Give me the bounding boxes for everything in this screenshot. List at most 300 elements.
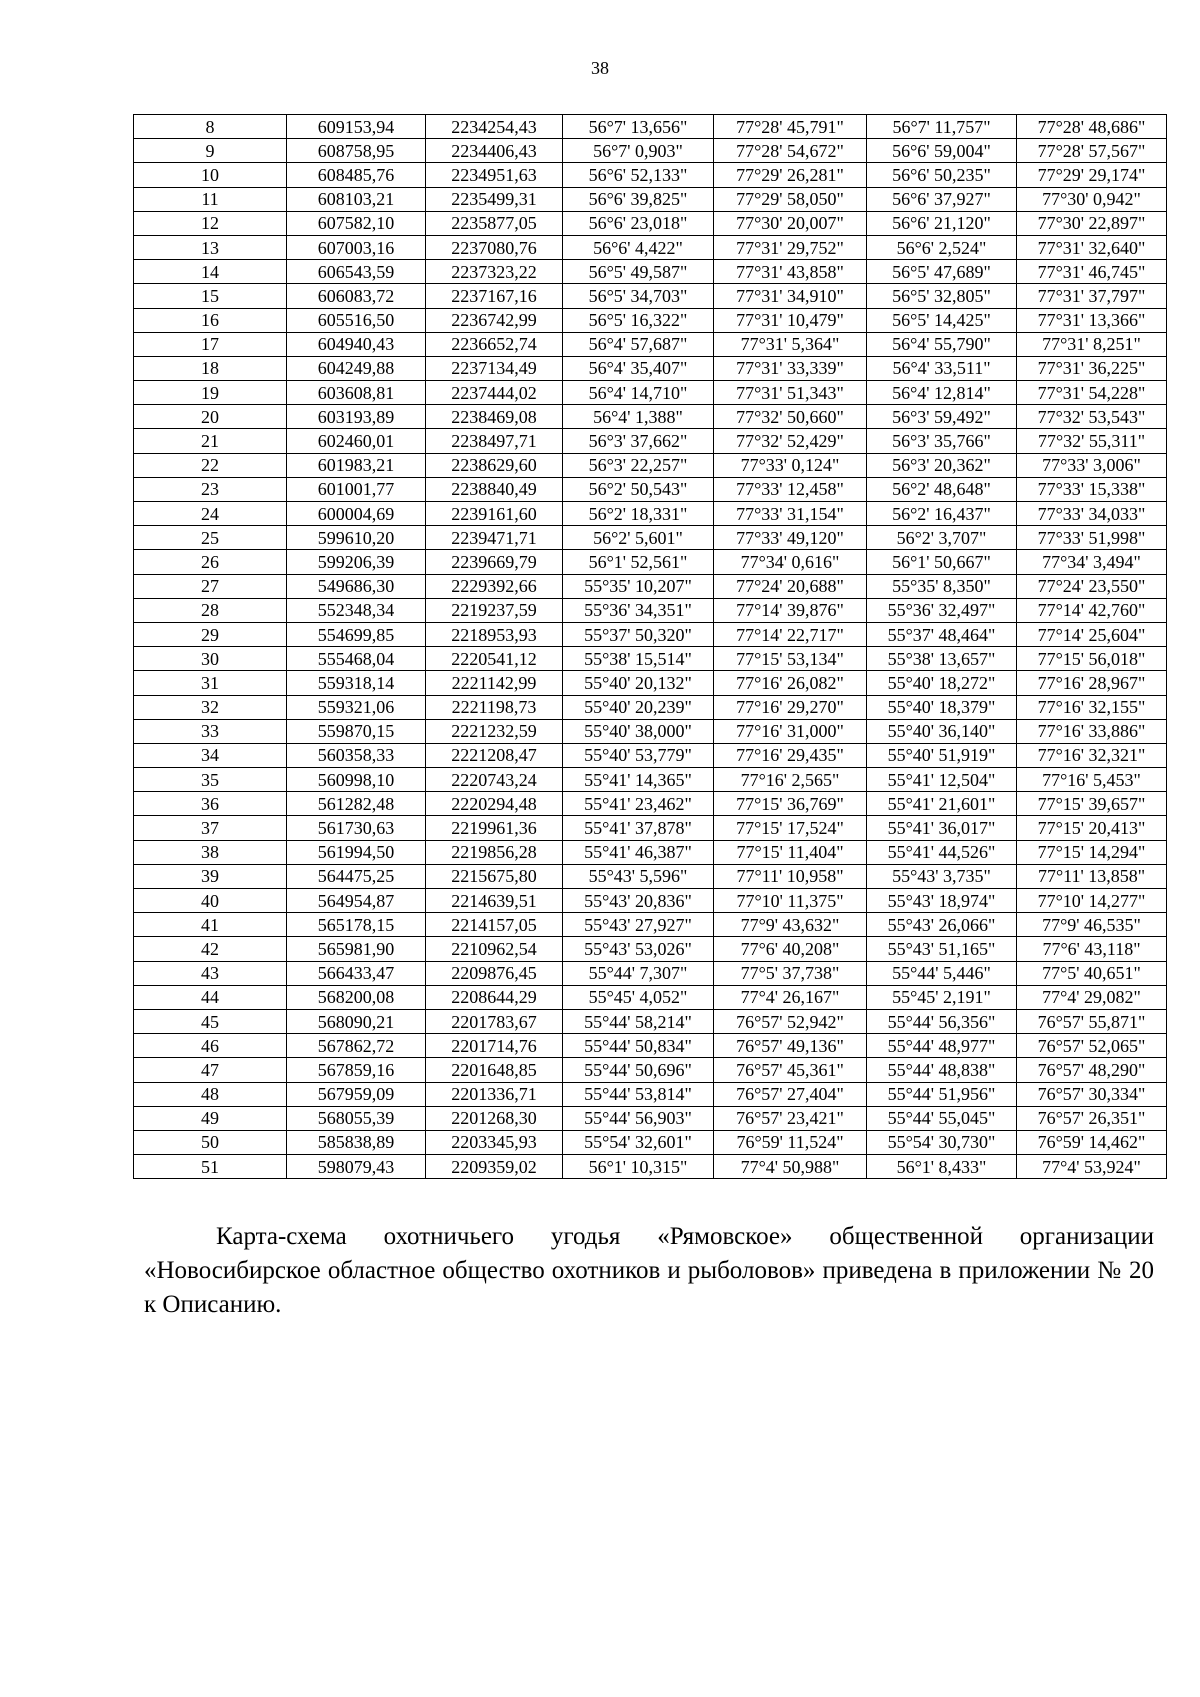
latitude-alt-cell: 55°36' 32,497" [867, 598, 1017, 622]
longitude-cell: 77°33' 49,120" [714, 526, 867, 550]
x-coordinate-cell: 607003,16 [287, 235, 426, 259]
latitude-alt-cell: 55°41' 44,526" [867, 840, 1017, 864]
table-row [134, 864, 1167, 888]
x-coordinate-cell: 605516,50 [287, 308, 426, 332]
latitude-cell: 56°1' 52,561" [563, 550, 714, 574]
table-row [134, 115, 1167, 139]
latitude-cell: 56°4' 1,388" [563, 405, 714, 429]
y-coordinate-cell: 2238629,60 [426, 453, 563, 477]
longitude-cell: 77°16' 31,000" [714, 719, 867, 743]
longitude-cell: 77°33' 12,458" [714, 477, 867, 501]
x-coordinate-cell: 555468,04 [287, 647, 426, 671]
point-number-cell: 45 [134, 1009, 287, 1033]
y-coordinate-cell: 2239161,60 [426, 502, 563, 526]
latitude-cell: 55°44' 56,903" [563, 1106, 714, 1130]
table-row [134, 647, 1167, 671]
point-number-cell: 23 [134, 477, 287, 501]
table-row [134, 913, 1167, 937]
latitude-cell: 56°6' 4,422" [563, 235, 714, 259]
coordinates-table-body [134, 115, 1167, 1179]
table-row [134, 1034, 1167, 1058]
y-coordinate-cell: 2229392,66 [426, 574, 563, 598]
longitude-cell: 77°31' 33,339" [714, 356, 867, 380]
longitude-cell: 77°32' 50,660" [714, 405, 867, 429]
latitude-alt-cell: 55°35' 8,350" [867, 574, 1017, 598]
longitude-alt-cell: 77°14' 42,760" [1017, 598, 1167, 622]
table-row [134, 211, 1167, 235]
point-number-cell: 16 [134, 308, 287, 332]
longitude-cell: 77°15' 36,769" [714, 792, 867, 816]
longitude-cell: 77°31' 5,364" [714, 332, 867, 356]
longitude-cell: 77°5' 37,738" [714, 961, 867, 985]
latitude-alt-cell: 56°6' 50,235" [867, 163, 1017, 187]
y-coordinate-cell: 2236742,99 [426, 308, 563, 332]
point-number-cell: 51 [134, 1155, 287, 1179]
longitude-alt-cell: 76°57' 30,334" [1017, 1082, 1167, 1106]
longitude-alt-cell: 77°5' 40,651" [1017, 961, 1167, 985]
x-coordinate-cell: 554699,85 [287, 622, 426, 646]
point-number-cell: 47 [134, 1058, 287, 1082]
longitude-cell: 77°16' 29,435" [714, 743, 867, 767]
latitude-alt-cell: 55°40' 18,379" [867, 695, 1017, 719]
longitude-alt-cell: 77°33' 3,006" [1017, 453, 1167, 477]
x-coordinate-cell: 561282,48 [287, 792, 426, 816]
x-coordinate-cell: 604940,43 [287, 332, 426, 356]
latitude-alt-cell: 56°2' 16,437" [867, 502, 1017, 526]
y-coordinate-cell: 2209876,45 [426, 961, 563, 985]
longitude-alt-cell: 77°16' 32,155" [1017, 695, 1167, 719]
table-row [134, 163, 1167, 187]
longitude-alt-cell: 77°15' 14,294" [1017, 840, 1167, 864]
latitude-cell: 56°4' 14,710" [563, 381, 714, 405]
latitude-alt-cell: 56°5' 14,425" [867, 308, 1017, 332]
point-number-cell: 43 [134, 961, 287, 985]
latitude-alt-cell: 56°5' 47,689" [867, 260, 1017, 284]
longitude-cell: 77°28' 45,791" [714, 115, 867, 139]
latitude-cell: 55°41' 46,387" [563, 840, 714, 864]
latitude-alt-cell: 55°43' 18,974" [867, 889, 1017, 913]
longitude-cell: 77°4' 26,167" [714, 985, 867, 1009]
coordinates-table [133, 114, 1167, 1179]
longitude-cell: 76°59' 11,524" [714, 1130, 867, 1154]
longitude-cell: 76°57' 52,942" [714, 1009, 867, 1033]
latitude-cell: 56°4' 57,687" [563, 332, 714, 356]
longitude-alt-cell: 76°59' 14,462" [1017, 1130, 1167, 1154]
latitude-alt-cell: 56°6' 59,004" [867, 139, 1017, 163]
point-number-cell: 31 [134, 671, 287, 695]
longitude-cell: 77°15' 11,404" [714, 840, 867, 864]
table-row [134, 671, 1167, 695]
longitude-cell: 76°57' 27,404" [714, 1082, 867, 1106]
y-coordinate-cell: 2201336,71 [426, 1082, 563, 1106]
latitude-alt-cell: 55°44' 5,446" [867, 961, 1017, 985]
latitude-alt-cell: 56°6' 21,120" [867, 211, 1017, 235]
longitude-cell: 77°28' 54,672" [714, 139, 867, 163]
table-row [134, 1130, 1167, 1154]
latitude-alt-cell: 56°6' 37,927" [867, 187, 1017, 211]
longitude-alt-cell: 77°31' 32,640" [1017, 235, 1167, 259]
latitude-alt-cell: 55°45' 2,191" [867, 985, 1017, 1009]
longitude-cell: 77°31' 29,752" [714, 235, 867, 259]
longitude-cell: 77°15' 17,524" [714, 816, 867, 840]
longitude-alt-cell: 77°31' 37,797" [1017, 284, 1167, 308]
point-number-cell: 14 [134, 260, 287, 284]
longitude-alt-cell: 77°31' 13,366" [1017, 308, 1167, 332]
x-coordinate-cell: 568055,39 [287, 1106, 426, 1130]
point-number-cell: 21 [134, 429, 287, 453]
table-row [134, 1082, 1167, 1106]
longitude-cell: 77°33' 0,124" [714, 453, 867, 477]
point-number-cell: 42 [134, 937, 287, 961]
x-coordinate-cell: 601983,21 [287, 453, 426, 477]
table-row [134, 139, 1167, 163]
latitude-alt-cell: 56°5' 32,805" [867, 284, 1017, 308]
x-coordinate-cell: 565981,90 [287, 937, 426, 961]
latitude-alt-cell: 55°40' 51,919" [867, 743, 1017, 767]
page-number: 38 [591, 58, 609, 78]
point-number-cell: 25 [134, 526, 287, 550]
point-number-cell: 12 [134, 211, 287, 235]
x-coordinate-cell: 559321,06 [287, 695, 426, 719]
latitude-alt-cell: 56°3' 35,766" [867, 429, 1017, 453]
latitude-cell: 56°2' 5,601" [563, 526, 714, 550]
y-coordinate-cell: 2238840,49 [426, 477, 563, 501]
point-number-cell: 24 [134, 502, 287, 526]
longitude-alt-cell: 77°31' 54,228" [1017, 381, 1167, 405]
latitude-alt-cell: 55°40' 18,272" [867, 671, 1017, 695]
latitude-alt-cell: 56°3' 20,362" [867, 453, 1017, 477]
x-coordinate-cell: 604249,88 [287, 356, 426, 380]
latitude-alt-cell: 55°41' 21,601" [867, 792, 1017, 816]
longitude-alt-cell: 77°15' 20,413" [1017, 816, 1167, 840]
latitude-alt-cell: 56°6' 2,524" [867, 235, 1017, 259]
longitude-cell: 76°57' 45,361" [714, 1058, 867, 1082]
point-number-cell: 36 [134, 792, 287, 816]
y-coordinate-cell: 2218953,93 [426, 622, 563, 646]
x-coordinate-cell: 599610,20 [287, 526, 426, 550]
longitude-alt-cell: 77°30' 0,942" [1017, 187, 1167, 211]
y-coordinate-cell: 2220294,48 [426, 792, 563, 816]
latitude-cell: 55°44' 50,834" [563, 1034, 714, 1058]
table-row [134, 1155, 1167, 1179]
point-number-cell: 18 [134, 356, 287, 380]
latitude-alt-cell: 55°44' 48,977" [867, 1034, 1017, 1058]
longitude-alt-cell: 77°6' 43,118" [1017, 937, 1167, 961]
x-coordinate-cell: 598079,43 [287, 1155, 426, 1179]
table-row [134, 889, 1167, 913]
x-coordinate-cell: 561730,63 [287, 816, 426, 840]
latitude-alt-cell: 56°4' 55,790" [867, 332, 1017, 356]
latitude-cell: 56°6' 52,133" [563, 163, 714, 187]
longitude-cell: 77°29' 26,281" [714, 163, 867, 187]
longitude-alt-cell: 77°16' 5,453" [1017, 768, 1167, 792]
latitude-alt-cell: 55°44' 48,838" [867, 1058, 1017, 1082]
x-coordinate-cell: 564954,87 [287, 889, 426, 913]
x-coordinate-cell: 567859,16 [287, 1058, 426, 1082]
y-coordinate-cell: 2210962,54 [426, 937, 563, 961]
longitude-alt-cell: 77°33' 15,338" [1017, 477, 1167, 501]
x-coordinate-cell: 567959,09 [287, 1082, 426, 1106]
y-coordinate-cell: 2220743,24 [426, 768, 563, 792]
longitude-alt-cell: 77°10' 14,277" [1017, 889, 1167, 913]
longitude-cell: 77°32' 52,429" [714, 429, 867, 453]
table-row [134, 429, 1167, 453]
latitude-cell: 55°41' 23,462" [563, 792, 714, 816]
point-number-cell: 46 [134, 1034, 287, 1058]
x-coordinate-cell: 560358,33 [287, 743, 426, 767]
latitude-cell: 56°7' 13,656" [563, 115, 714, 139]
latitude-cell: 56°4' 35,407" [563, 356, 714, 380]
point-number-cell: 28 [134, 598, 287, 622]
latitude-cell: 55°41' 37,878" [563, 816, 714, 840]
table-row [134, 260, 1167, 284]
latitude-alt-cell: 55°44' 55,045" [867, 1106, 1017, 1130]
longitude-alt-cell: 77°14' 25,604" [1017, 622, 1167, 646]
table-row [134, 453, 1167, 477]
latitude-alt-cell: 56°1' 50,667" [867, 550, 1017, 574]
y-coordinate-cell: 2221208,47 [426, 743, 563, 767]
latitude-cell: 56°7' 0,903" [563, 139, 714, 163]
table-row [134, 792, 1167, 816]
latitude-cell: 56°2' 18,331" [563, 502, 714, 526]
point-number-cell: 9 [134, 139, 287, 163]
longitude-alt-cell: 77°31' 36,225" [1017, 356, 1167, 380]
longitude-alt-cell: 77°31' 8,251" [1017, 332, 1167, 356]
longitude-cell: 76°57' 49,136" [714, 1034, 867, 1058]
y-coordinate-cell: 2214157,05 [426, 913, 563, 937]
latitude-cell: 55°38' 15,514" [563, 647, 714, 671]
latitude-alt-cell: 56°3' 59,492" [867, 405, 1017, 429]
latitude-alt-cell: 55°43' 26,066" [867, 913, 1017, 937]
longitude-cell: 77°34' 0,616" [714, 550, 867, 574]
table-row [134, 477, 1167, 501]
latitude-cell: 56°5' 16,322" [563, 308, 714, 332]
latitude-cell: 56°6' 23,018" [563, 211, 714, 235]
table-row [134, 187, 1167, 211]
y-coordinate-cell: 2237167,16 [426, 284, 563, 308]
table-row [134, 743, 1167, 767]
latitude-cell: 55°40' 20,239" [563, 695, 714, 719]
latitude-cell: 56°3' 37,662" [563, 429, 714, 453]
x-coordinate-cell: 566433,47 [287, 961, 426, 985]
x-coordinate-cell: 564475,25 [287, 864, 426, 888]
longitude-alt-cell: 77°32' 55,311" [1017, 429, 1167, 453]
longitude-alt-cell: 77°15' 39,657" [1017, 792, 1167, 816]
latitude-alt-cell: 55°43' 3,735" [867, 864, 1017, 888]
table-row [134, 985, 1167, 1009]
table-row [134, 937, 1167, 961]
point-number-cell: 10 [134, 163, 287, 187]
latitude-alt-cell: 55°44' 51,956" [867, 1082, 1017, 1106]
longitude-cell: 77°14' 39,876" [714, 598, 867, 622]
latitude-cell: 55°43' 27,927" [563, 913, 714, 937]
longitude-alt-cell: 77°33' 51,998" [1017, 526, 1167, 550]
latitude-alt-cell: 56°2' 48,648" [867, 477, 1017, 501]
y-coordinate-cell: 2214639,51 [426, 889, 563, 913]
x-coordinate-cell: 565178,15 [287, 913, 426, 937]
y-coordinate-cell: 2237134,49 [426, 356, 563, 380]
point-number-cell: 40 [134, 889, 287, 913]
latitude-cell: 55°40' 53,779" [563, 743, 714, 767]
longitude-cell: 77°4' 50,988" [714, 1155, 867, 1179]
latitude-cell: 55°43' 53,026" [563, 937, 714, 961]
point-number-cell: 48 [134, 1082, 287, 1106]
longitude-alt-cell: 77°9' 46,535" [1017, 913, 1167, 937]
x-coordinate-cell: 603608,81 [287, 381, 426, 405]
longitude-alt-cell: 77°32' 53,543" [1017, 405, 1167, 429]
latitude-alt-cell: 56°4' 33,511" [867, 356, 1017, 380]
x-coordinate-cell: 609153,94 [287, 115, 426, 139]
latitude-alt-cell: 55°37' 48,464" [867, 622, 1017, 646]
table-row [134, 1106, 1167, 1130]
latitude-cell: 55°40' 20,132" [563, 671, 714, 695]
y-coordinate-cell: 2203345,93 [426, 1130, 563, 1154]
longitude-alt-cell: 76°57' 26,351" [1017, 1106, 1167, 1130]
x-coordinate-cell: 606543,59 [287, 260, 426, 284]
point-number-cell: 32 [134, 695, 287, 719]
y-coordinate-cell: 2221142,99 [426, 671, 563, 695]
longitude-cell: 77°16' 29,270" [714, 695, 867, 719]
x-coordinate-cell: 549686,30 [287, 574, 426, 598]
latitude-alt-cell: 55°38' 13,657" [867, 647, 1017, 671]
latitude-cell: 56°1' 10,315" [563, 1155, 714, 1179]
longitude-alt-cell: 77°24' 23,550" [1017, 574, 1167, 598]
x-coordinate-cell: 552348,34 [287, 598, 426, 622]
longitude-alt-cell: 77°28' 48,686" [1017, 115, 1167, 139]
x-coordinate-cell: 603193,89 [287, 405, 426, 429]
latitude-cell: 55°43' 5,596" [563, 864, 714, 888]
y-coordinate-cell: 2201268,30 [426, 1106, 563, 1130]
y-coordinate-cell: 2221232,59 [426, 719, 563, 743]
latitude-cell: 55°44' 7,307" [563, 961, 714, 985]
table-row [134, 574, 1167, 598]
map-reference-note: Карта-схема охотничьего угодья «Рямовское» общественной организации «Новосибирское областное общество охотников и рыболовов» приведена в приложении № 20 к Описанию. [144, 1223, 1154, 1318]
x-coordinate-cell: 599206,39 [287, 550, 426, 574]
point-number-cell: 13 [134, 235, 287, 259]
longitude-cell: 76°57' 23,421" [714, 1106, 867, 1130]
point-number-cell: 22 [134, 453, 287, 477]
point-number-cell: 44 [134, 985, 287, 1009]
y-coordinate-cell: 2237444,02 [426, 381, 563, 405]
table-row [134, 622, 1167, 646]
point-number-cell: 19 [134, 381, 287, 405]
point-number-cell: 35 [134, 768, 287, 792]
point-number-cell: 30 [134, 647, 287, 671]
point-number-cell: 37 [134, 816, 287, 840]
longitude-alt-cell: 77°29' 29,174" [1017, 163, 1167, 187]
x-coordinate-cell: 608103,21 [287, 187, 426, 211]
longitude-cell: 77°31' 43,858" [714, 260, 867, 284]
y-coordinate-cell: 2201648,85 [426, 1058, 563, 1082]
longitude-cell: 77°10' 11,375" [714, 889, 867, 913]
longitude-cell: 77°11' 10,958" [714, 864, 867, 888]
point-number-cell: 34 [134, 743, 287, 767]
longitude-alt-cell: 77°30' 22,897" [1017, 211, 1167, 235]
table-row [134, 1058, 1167, 1082]
longitude-cell: 77°16' 26,082" [714, 671, 867, 695]
point-number-cell: 15 [134, 284, 287, 308]
x-coordinate-cell: 608758,95 [287, 139, 426, 163]
y-coordinate-cell: 2239669,79 [426, 550, 563, 574]
table-row [134, 695, 1167, 719]
point-number-cell: 17 [134, 332, 287, 356]
table-row [134, 816, 1167, 840]
x-coordinate-cell: 568200,08 [287, 985, 426, 1009]
y-coordinate-cell: 2219961,36 [426, 816, 563, 840]
table-row [134, 768, 1167, 792]
y-coordinate-cell: 2209359,02 [426, 1155, 563, 1179]
point-number-cell: 11 [134, 187, 287, 211]
x-coordinate-cell: 607582,10 [287, 211, 426, 235]
y-coordinate-cell: 2234254,43 [426, 115, 563, 139]
y-coordinate-cell: 2215675,80 [426, 864, 563, 888]
y-coordinate-cell: 2235499,31 [426, 187, 563, 211]
point-number-cell: 49 [134, 1106, 287, 1130]
point-number-cell: 38 [134, 840, 287, 864]
latitude-cell: 55°43' 20,836" [563, 889, 714, 913]
table-row [134, 840, 1167, 864]
latitude-alt-cell: 56°2' 3,707" [867, 526, 1017, 550]
y-coordinate-cell: 2219237,59 [426, 598, 563, 622]
longitude-alt-cell: 77°28' 57,567" [1017, 139, 1167, 163]
point-number-cell: 8 [134, 115, 287, 139]
longitude-cell: 77°9' 43,632" [714, 913, 867, 937]
longitude-alt-cell: 76°57' 52,065" [1017, 1034, 1167, 1058]
latitude-cell: 56°6' 39,825" [563, 187, 714, 211]
x-coordinate-cell: 567862,72 [287, 1034, 426, 1058]
longitude-cell: 77°31' 34,910" [714, 284, 867, 308]
longitude-cell: 77°6' 40,208" [714, 937, 867, 961]
longitude-cell: 77°30' 20,007" [714, 211, 867, 235]
x-coordinate-cell: 585838,89 [287, 1130, 426, 1154]
latitude-cell: 56°5' 49,587" [563, 260, 714, 284]
y-coordinate-cell: 2234406,43 [426, 139, 563, 163]
latitude-cell: 55°35' 10,207" [563, 574, 714, 598]
x-coordinate-cell: 606083,72 [287, 284, 426, 308]
longitude-cell: 77°29' 58,050" [714, 187, 867, 211]
x-coordinate-cell: 602460,01 [287, 429, 426, 453]
table-row [134, 381, 1167, 405]
x-coordinate-cell: 561994,50 [287, 840, 426, 864]
longitude-alt-cell: 77°16' 32,321" [1017, 743, 1167, 767]
x-coordinate-cell: 600004,69 [287, 502, 426, 526]
latitude-cell: 56°3' 22,257" [563, 453, 714, 477]
y-coordinate-cell: 2237323,22 [426, 260, 563, 284]
y-coordinate-cell: 2221198,73 [426, 695, 563, 719]
latitude-cell: 56°5' 34,703" [563, 284, 714, 308]
y-coordinate-cell: 2208644,29 [426, 985, 563, 1009]
table-row [134, 356, 1167, 380]
x-coordinate-cell: 560998,10 [287, 768, 426, 792]
y-coordinate-cell: 2201714,76 [426, 1034, 563, 1058]
table-row [134, 332, 1167, 356]
latitude-alt-cell: 55°41' 12,504" [867, 768, 1017, 792]
longitude-alt-cell: 77°4' 29,082" [1017, 985, 1167, 1009]
table-row [134, 235, 1167, 259]
x-coordinate-cell: 601001,77 [287, 477, 426, 501]
latitude-cell: 56°2' 50,543" [563, 477, 714, 501]
latitude-cell: 55°41' 14,365" [563, 768, 714, 792]
y-coordinate-cell: 2236652,74 [426, 332, 563, 356]
y-coordinate-cell: 2238469,08 [426, 405, 563, 429]
longitude-cell: 77°24' 20,688" [714, 574, 867, 598]
latitude-alt-cell: 55°54' 30,730" [867, 1130, 1017, 1154]
point-number-cell: 26 [134, 550, 287, 574]
x-coordinate-cell: 568090,21 [287, 1009, 426, 1033]
longitude-alt-cell: 77°34' 3,494" [1017, 550, 1167, 574]
table-row [134, 526, 1167, 550]
table-row [134, 405, 1167, 429]
